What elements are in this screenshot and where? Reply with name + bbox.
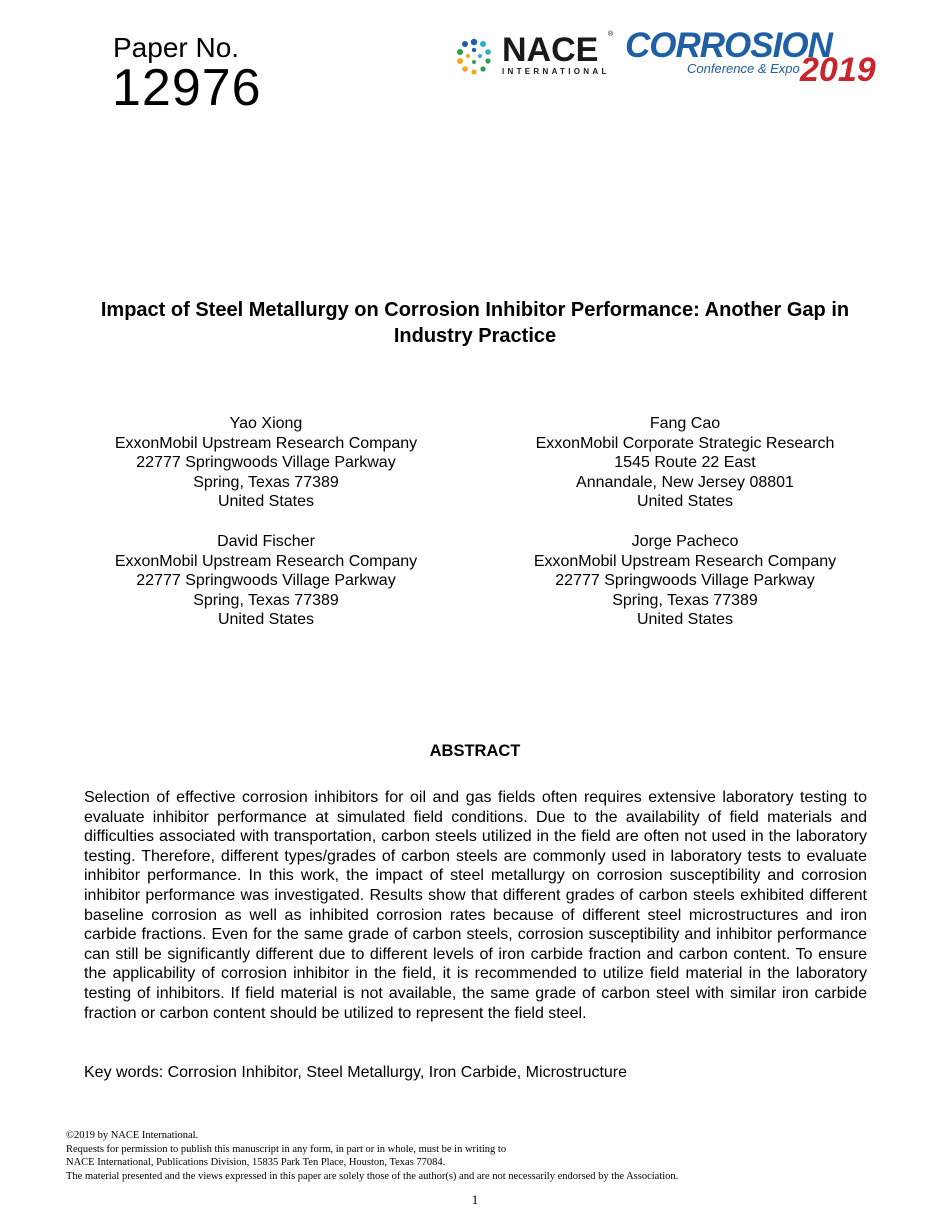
author-block bbox=[475, 532, 895, 630]
address-line: NACE International, Publications Division, 15835 Park Ten Place, Houston, Texas 77084. bbox=[66, 1157, 446, 1169]
author-street: 22777 Springwoods Village Parkway bbox=[136, 454, 396, 472]
footer bbox=[66, 1129, 678, 1183]
page-number: 1 bbox=[471, 1192, 479, 1207]
paper-title: Impact of Steel Metallurgy on Corrosion Inhibitor Performance: Another Gap in Industry Practice bbox=[100, 299, 850, 347]
author-name: Fang Cao bbox=[649, 415, 721, 432]
permission-line: Requests for permission to publish this manuscript in any form, in part or in whole, must be in writing to bbox=[66, 1143, 507, 1155]
author-country: United States bbox=[636, 493, 734, 511]
author-affiliation: ExxonMobil Upstream Research Company bbox=[533, 552, 837, 570]
author-country: United States bbox=[217, 611, 315, 629]
author-street: 22777 Springwoods Village Parkway bbox=[136, 572, 396, 590]
author-name: Yao Xiong bbox=[229, 415, 303, 432]
disclaimer-line: The material presented and the views expressed in this paper are solely those of the author(s) and are not necessarily endorsed by the Association. bbox=[66, 1170, 679, 1182]
author-name: David Fischer bbox=[217, 533, 315, 550]
author-affiliation: ExxonMobil Corporate Strategic Research bbox=[535, 434, 835, 452]
author-country: United States bbox=[636, 611, 734, 629]
copyright-line: ©2019 by NACE International. bbox=[66, 1130, 199, 1141]
author-city: Annandale, New Jersey 08801 bbox=[576, 473, 794, 491]
nace-logo bbox=[452, 31, 614, 80]
abstract-body: Selection of effective corrosion inhibitors for oil and gas fields often requires extensive laboratory testing to evaluate inhibitor performance at simulated field conditions. Due to the availability of field materials and difficulties associated with transportation, carbon steels utilized in the field are often not used in the laboratory testing. Therefore, different types/grades of carbon steels are commonly used in laboratory tests to evaluate inhibitor performance. In this work, the impact of steel metallurgy on corrosion susceptibility and corrosion inhibitor performance was investigated. Results show that different grades of carbon steels exhibited different baseline corrosion as well as inhibited corrosion rates because of different steel microstructures and iron carbide fractions. Even for the same grade of carbon steels, corrosion susceptibility and inhibitor performance can still be significantly different due to different levels of iron carbide fraction and carbon content. To ensure the applicability of corrosion inhibitor in the field, it is recommended to utilize field material in the laboratory testing of inhibitors. If field material is not available, the same grade of carbon steel with similar iron carbide fraction or carbon content should be utilized to represent the field steel. bbox=[84, 789, 867, 1022]
corrosion-wordmark: CORROSION bbox=[625, 26, 832, 65]
nace-globe-icon bbox=[452, 34, 496, 78]
paper-number: 12976 bbox=[112, 59, 262, 117]
author-city: Spring, Texas 77389 bbox=[193, 591, 339, 609]
corrosion-logo bbox=[625, 26, 885, 90]
author-name: Jorge Pacheco bbox=[631, 533, 739, 550]
abstract-heading: ABSTRACT bbox=[429, 742, 521, 760]
author-affiliation: ExxonMobil Upstream Research Company bbox=[114, 552, 418, 570]
author-city: Spring, Texas 77389 bbox=[193, 473, 339, 491]
author-street: 22777 Springwoods Village Parkway bbox=[555, 572, 815, 590]
author-country: United States bbox=[217, 493, 315, 511]
nace-wordmark: NACE bbox=[502, 31, 599, 69]
nace-international-label: INTERNATIONAL bbox=[502, 67, 610, 76]
author-block bbox=[56, 532, 476, 630]
keywords: Key words: Corrosion Inhibitor, Steel Metallurgy, Iron Carbide, Microstructure bbox=[84, 1064, 628, 1081]
paper-number-label: Paper No. bbox=[113, 32, 240, 63]
conference-year: 2019 bbox=[800, 51, 876, 89]
author-street: 1545 Route 22 East bbox=[614, 454, 756, 472]
registered-mark: ® bbox=[608, 31, 614, 38]
conference-expo-label: Conference & Expo bbox=[687, 61, 800, 76]
author-block bbox=[56, 414, 476, 512]
author-city: Spring, Texas 77389 bbox=[612, 591, 758, 609]
author-block bbox=[475, 414, 895, 512]
author-affiliation: ExxonMobil Upstream Research Company bbox=[114, 434, 418, 452]
